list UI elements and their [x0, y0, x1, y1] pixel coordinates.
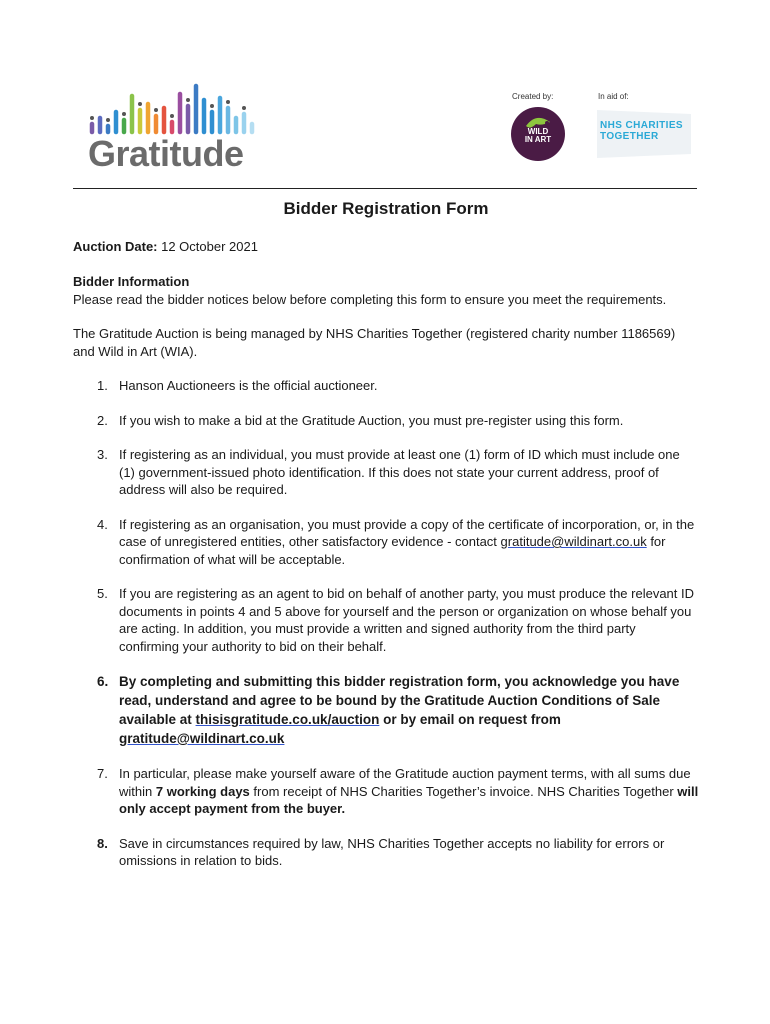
item-number: 1.: [97, 378, 108, 393]
wia-logo-line2: IN ART: [524, 135, 552, 144]
logo-wordmark: Gratitude: [88, 133, 244, 174]
item-text: In particular, please make yourself aware of the Gratitude auction payment terms, with all sums due within: [119, 766, 691, 799]
item-text: If registering as an organisation, you must provide a copy of the certificate of incorporation, or, in the case of unregistered entities, other satisfactory evidence - contact: [119, 516, 695, 549]
nhs-logo-line2: TOGETHER: [600, 131, 659, 142]
item-text: for confirmation of what will be acceptable.: [119, 534, 666, 567]
item-text: If registering as an individual, you must provide at least one (1) form of ID which must include one (1) government-issued photo identification. If this does not state your current address, proof of address will also be required.: [119, 447, 680, 497]
item-number: 2.: [97, 412, 108, 428]
item-text: Hanson Auctioneers is the official auctioneer.: [119, 378, 378, 393]
item-text: If you wish to make a bid at the Gratitude Auction, you must pre-register using this form.: [119, 412, 624, 428]
email-link[interactable]: gratitude@wildinart.co.uk: [119, 731, 285, 746]
created-by-label: Created by:: [512, 92, 554, 101]
email-link[interactable]: gratitude@wildinart.co.uk: [500, 534, 647, 549]
list-item: [73, 585, 699, 655]
item-text: Save in circumstances required by law, NHS Charities Together accepts no liability for errors or omissions in relation to bids.: [119, 835, 665, 868]
wia-logo-line1: WILD: [527, 127, 549, 136]
gratitude-logo: [84, 74, 259, 174]
item-number: 5.: [97, 586, 108, 601]
in-aid-of-label: In aid of:: [598, 92, 629, 101]
managed-by-text: The Gratitude Auction is being managed by NHS Charities Together (registered charity number 1186569) and Wild in Art (WIA).: [73, 326, 676, 359]
item-bold-text: 7 working days: [155, 783, 250, 799]
auction-date-label: Auction Date:: [73, 238, 158, 254]
auction-date: [73, 238, 699, 256]
item-number: 6.: [97, 674, 109, 689]
item-number: 3.: [97, 447, 108, 462]
auction-date-value: 12 October 2021: [157, 238, 258, 254]
item-bold-text: will only accept payment from the buyer.: [119, 783, 699, 816]
wild-in-art-logo-text: [510, 128, 566, 144]
item-text: or by email on request from: [379, 712, 561, 727]
header-divider: [73, 188, 697, 189]
section-title: Bidder Information: [73, 274, 190, 289]
list-item: [73, 835, 699, 870]
item-text: from receipt of NHS Charities Together’s invoice. NHS Charities Together: [249, 783, 678, 799]
list-item: [73, 672, 699, 748]
nhs-logo-line1: NHS CHARITIES: [600, 120, 683, 131]
intro-text: Please read the bidder notices below before completing this form to ensure you meet the requirements.: [73, 291, 667, 307]
item-text: By completing and submitting this bidder registration form, you acknowledge you have read, understand and agree to be bound by the Gratitude Auction Conditions of Sale available at: [119, 674, 680, 727]
item-text: If you are registering as an agent to bid on behalf of another party, you must produce the relevant ID documents in points 4 and 5 above for yourself and the person or organization on whose behalf you are acting. In addition, you must provide a written and signed authority from the third party confirming your authority to bid on their behalf.: [119, 586, 694, 654]
item-number: 4.: [97, 516, 108, 532]
notice-list: [73, 377, 699, 870]
list-item: [73, 765, 699, 818]
item-number: 8.: [97, 835, 108, 851]
list-item: [73, 412, 699, 430]
form-content: [73, 198, 699, 887]
list-item: [73, 516, 699, 569]
list-item: [73, 377, 699, 395]
page-title: Bidder Registration Form: [283, 199, 489, 218]
item-number: 7.: [97, 766, 108, 781]
list-item: [73, 446, 699, 499]
page-header: [0, 0, 770, 190]
gratitude-logo-bars-icon: [84, 74, 259, 138]
auction-conditions-link[interactable]: thisisgratitude.co.uk/auction: [195, 712, 380, 727]
nhs-charities-logo-text: [600, 120, 690, 142]
